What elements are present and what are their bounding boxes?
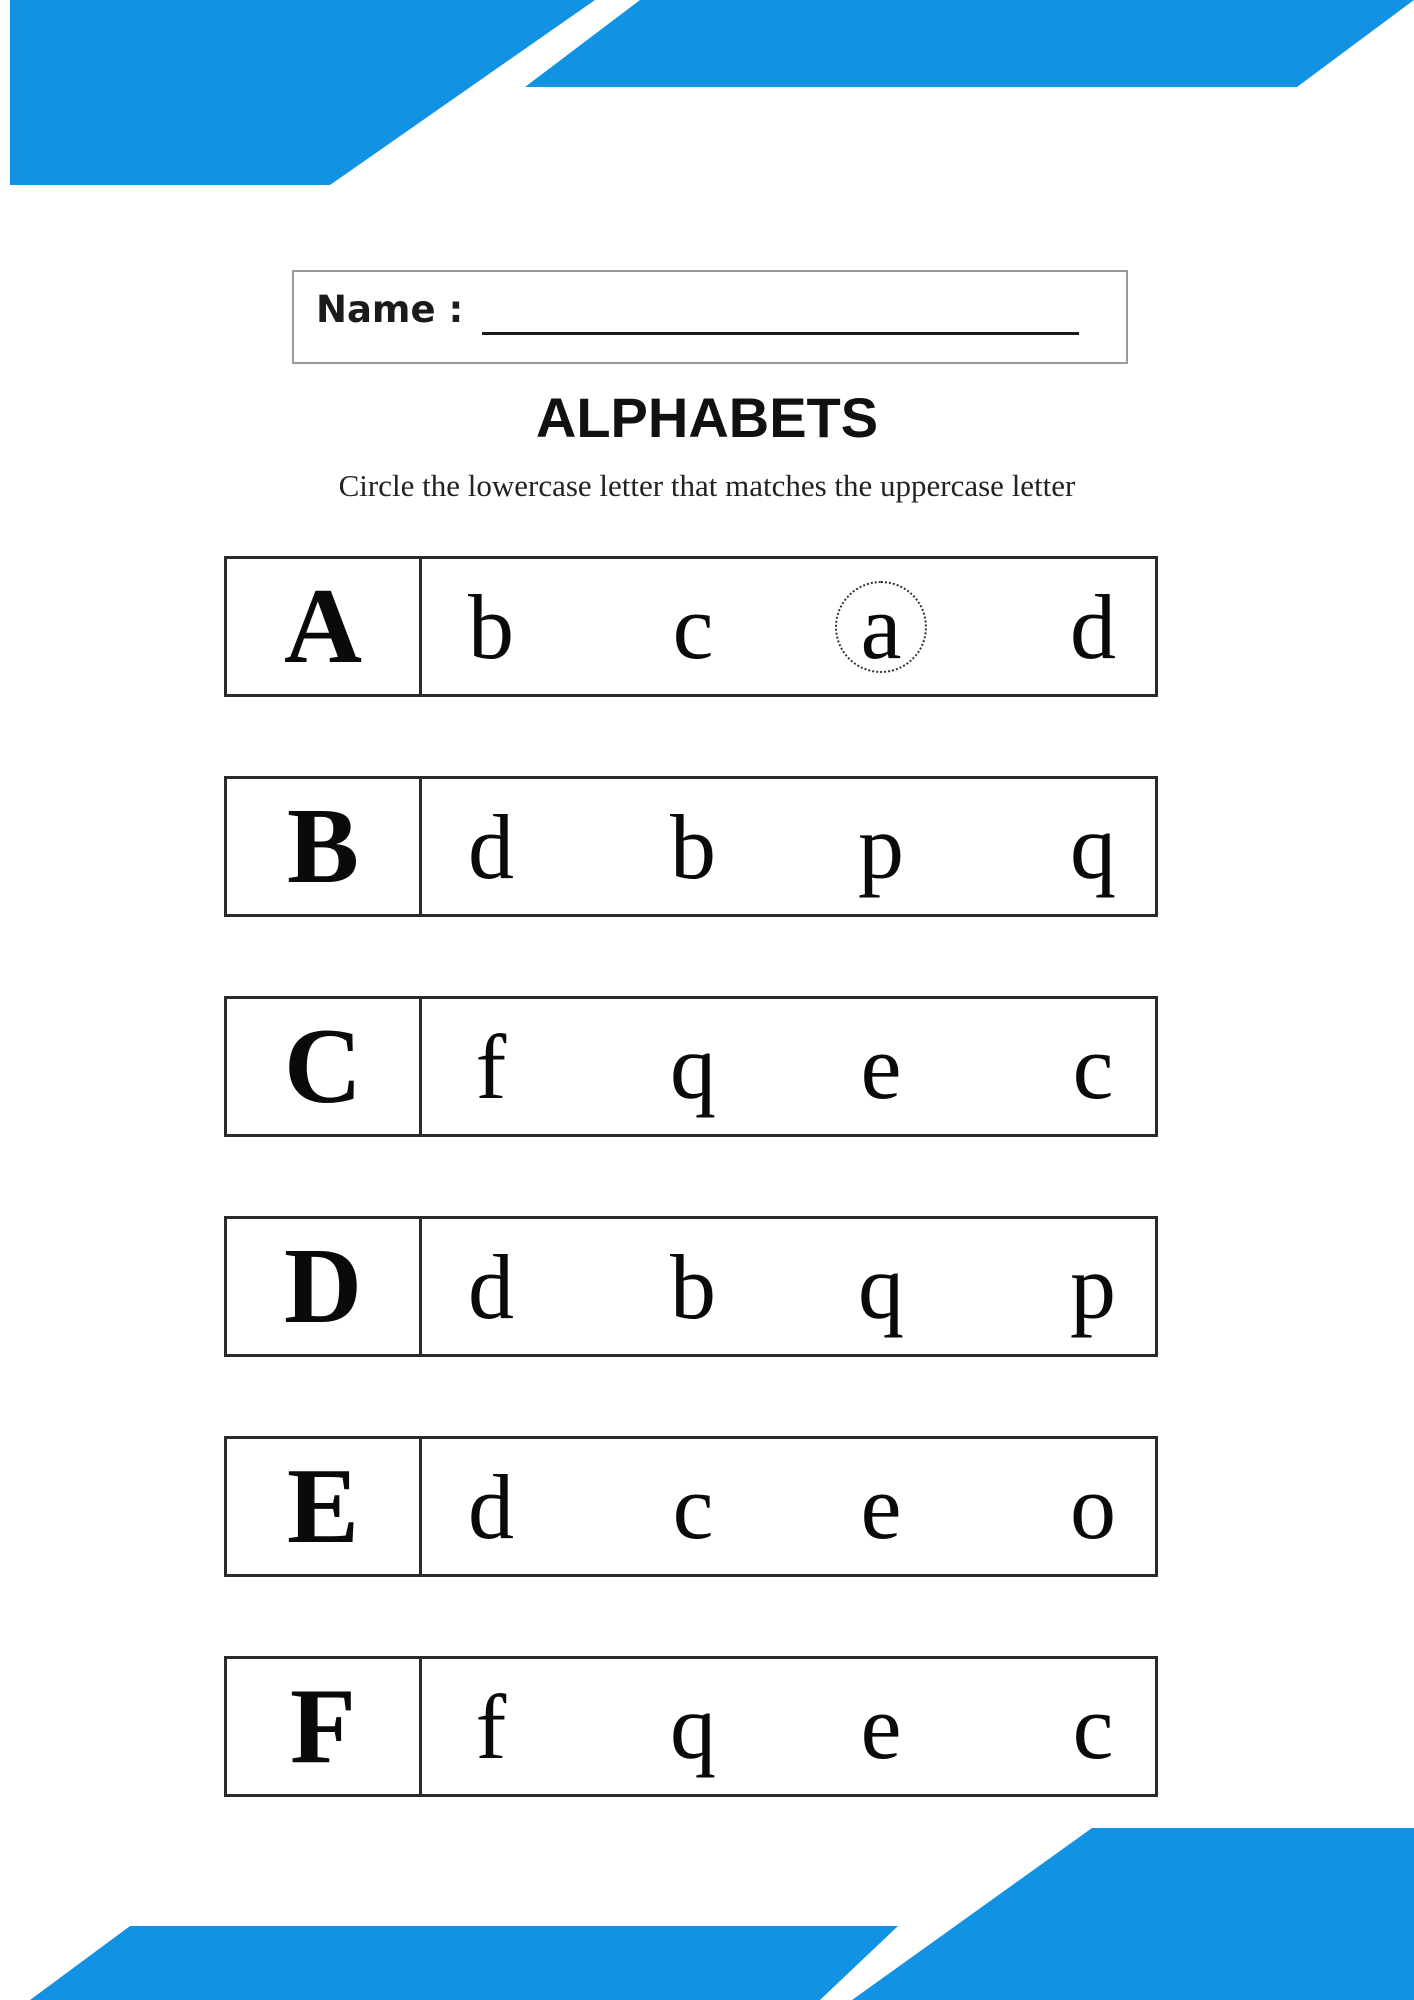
letter-row-e [224,1436,1158,1577]
lowercase-option-circled[interactable] [821,559,941,694]
lowercase-option[interactable]: b [670,795,716,898]
lowercase-option[interactable]: q [670,1675,716,1778]
lowercase-option[interactable]: d [468,1455,514,1558]
lowercase-option[interactable]: b [670,1235,716,1338]
name-label: Name : [316,288,464,331]
lowercase-option[interactable]: p [1070,1235,1116,1338]
lowercase-option[interactable]: p [858,795,904,898]
bottom-left-banner [30,1926,898,2000]
lowercase-option[interactable]: d [468,1235,514,1338]
lowercase-option[interactable]: c [672,1455,714,1558]
lowercase-option[interactable]: c [1072,1015,1114,1118]
lowercase-option[interactable]: d [1070,575,1116,678]
top-left-banner [10,0,595,185]
uppercase-letter: D [227,1219,422,1354]
page-title: ALPHABETS [535,386,879,449]
name-field [292,270,1128,364]
lowercase-option[interactable]: q [1070,795,1116,898]
uppercase-letter: F [227,1659,422,1794]
dotted-circle-mark [835,575,927,678]
uppercase-letter: C [227,999,422,1134]
letter-row-d [224,1216,1158,1357]
lowercase-option[interactable]: q [670,1015,716,1118]
lowercase-option-letter: a [860,575,902,678]
lowercase-option[interactable]: f [475,1015,507,1118]
lowercase-option[interactable]: o [1070,1455,1116,1558]
letter-row-a [224,556,1158,697]
letter-row-b [224,776,1158,917]
instruction-text: Circle the lowercase letter that matches the uppercase letter [338,468,1076,503]
uppercase-letter: E [227,1439,422,1574]
top-right-banner [525,0,1414,87]
letter-row-f [224,1656,1158,1797]
uppercase-letter: A [227,559,422,694]
lowercase-option[interactable]: b [468,575,514,678]
bottom-right-banner [852,1828,1414,2000]
lowercase-option[interactable]: c [672,575,714,678]
uppercase-letter: B [227,779,422,914]
lowercase-option[interactable]: c [1072,1675,1114,1778]
lowercase-option[interactable]: e [860,1015,902,1118]
name-write-line[interactable] [482,332,1079,335]
lowercase-option[interactable]: d [468,795,514,898]
lowercase-option[interactable]: q [858,1235,904,1338]
lowercase-option[interactable]: e [860,1675,902,1778]
letter-row-c [224,996,1158,1137]
lowercase-option[interactable]: e [860,1455,902,1558]
lowercase-option[interactable]: f [475,1675,507,1778]
